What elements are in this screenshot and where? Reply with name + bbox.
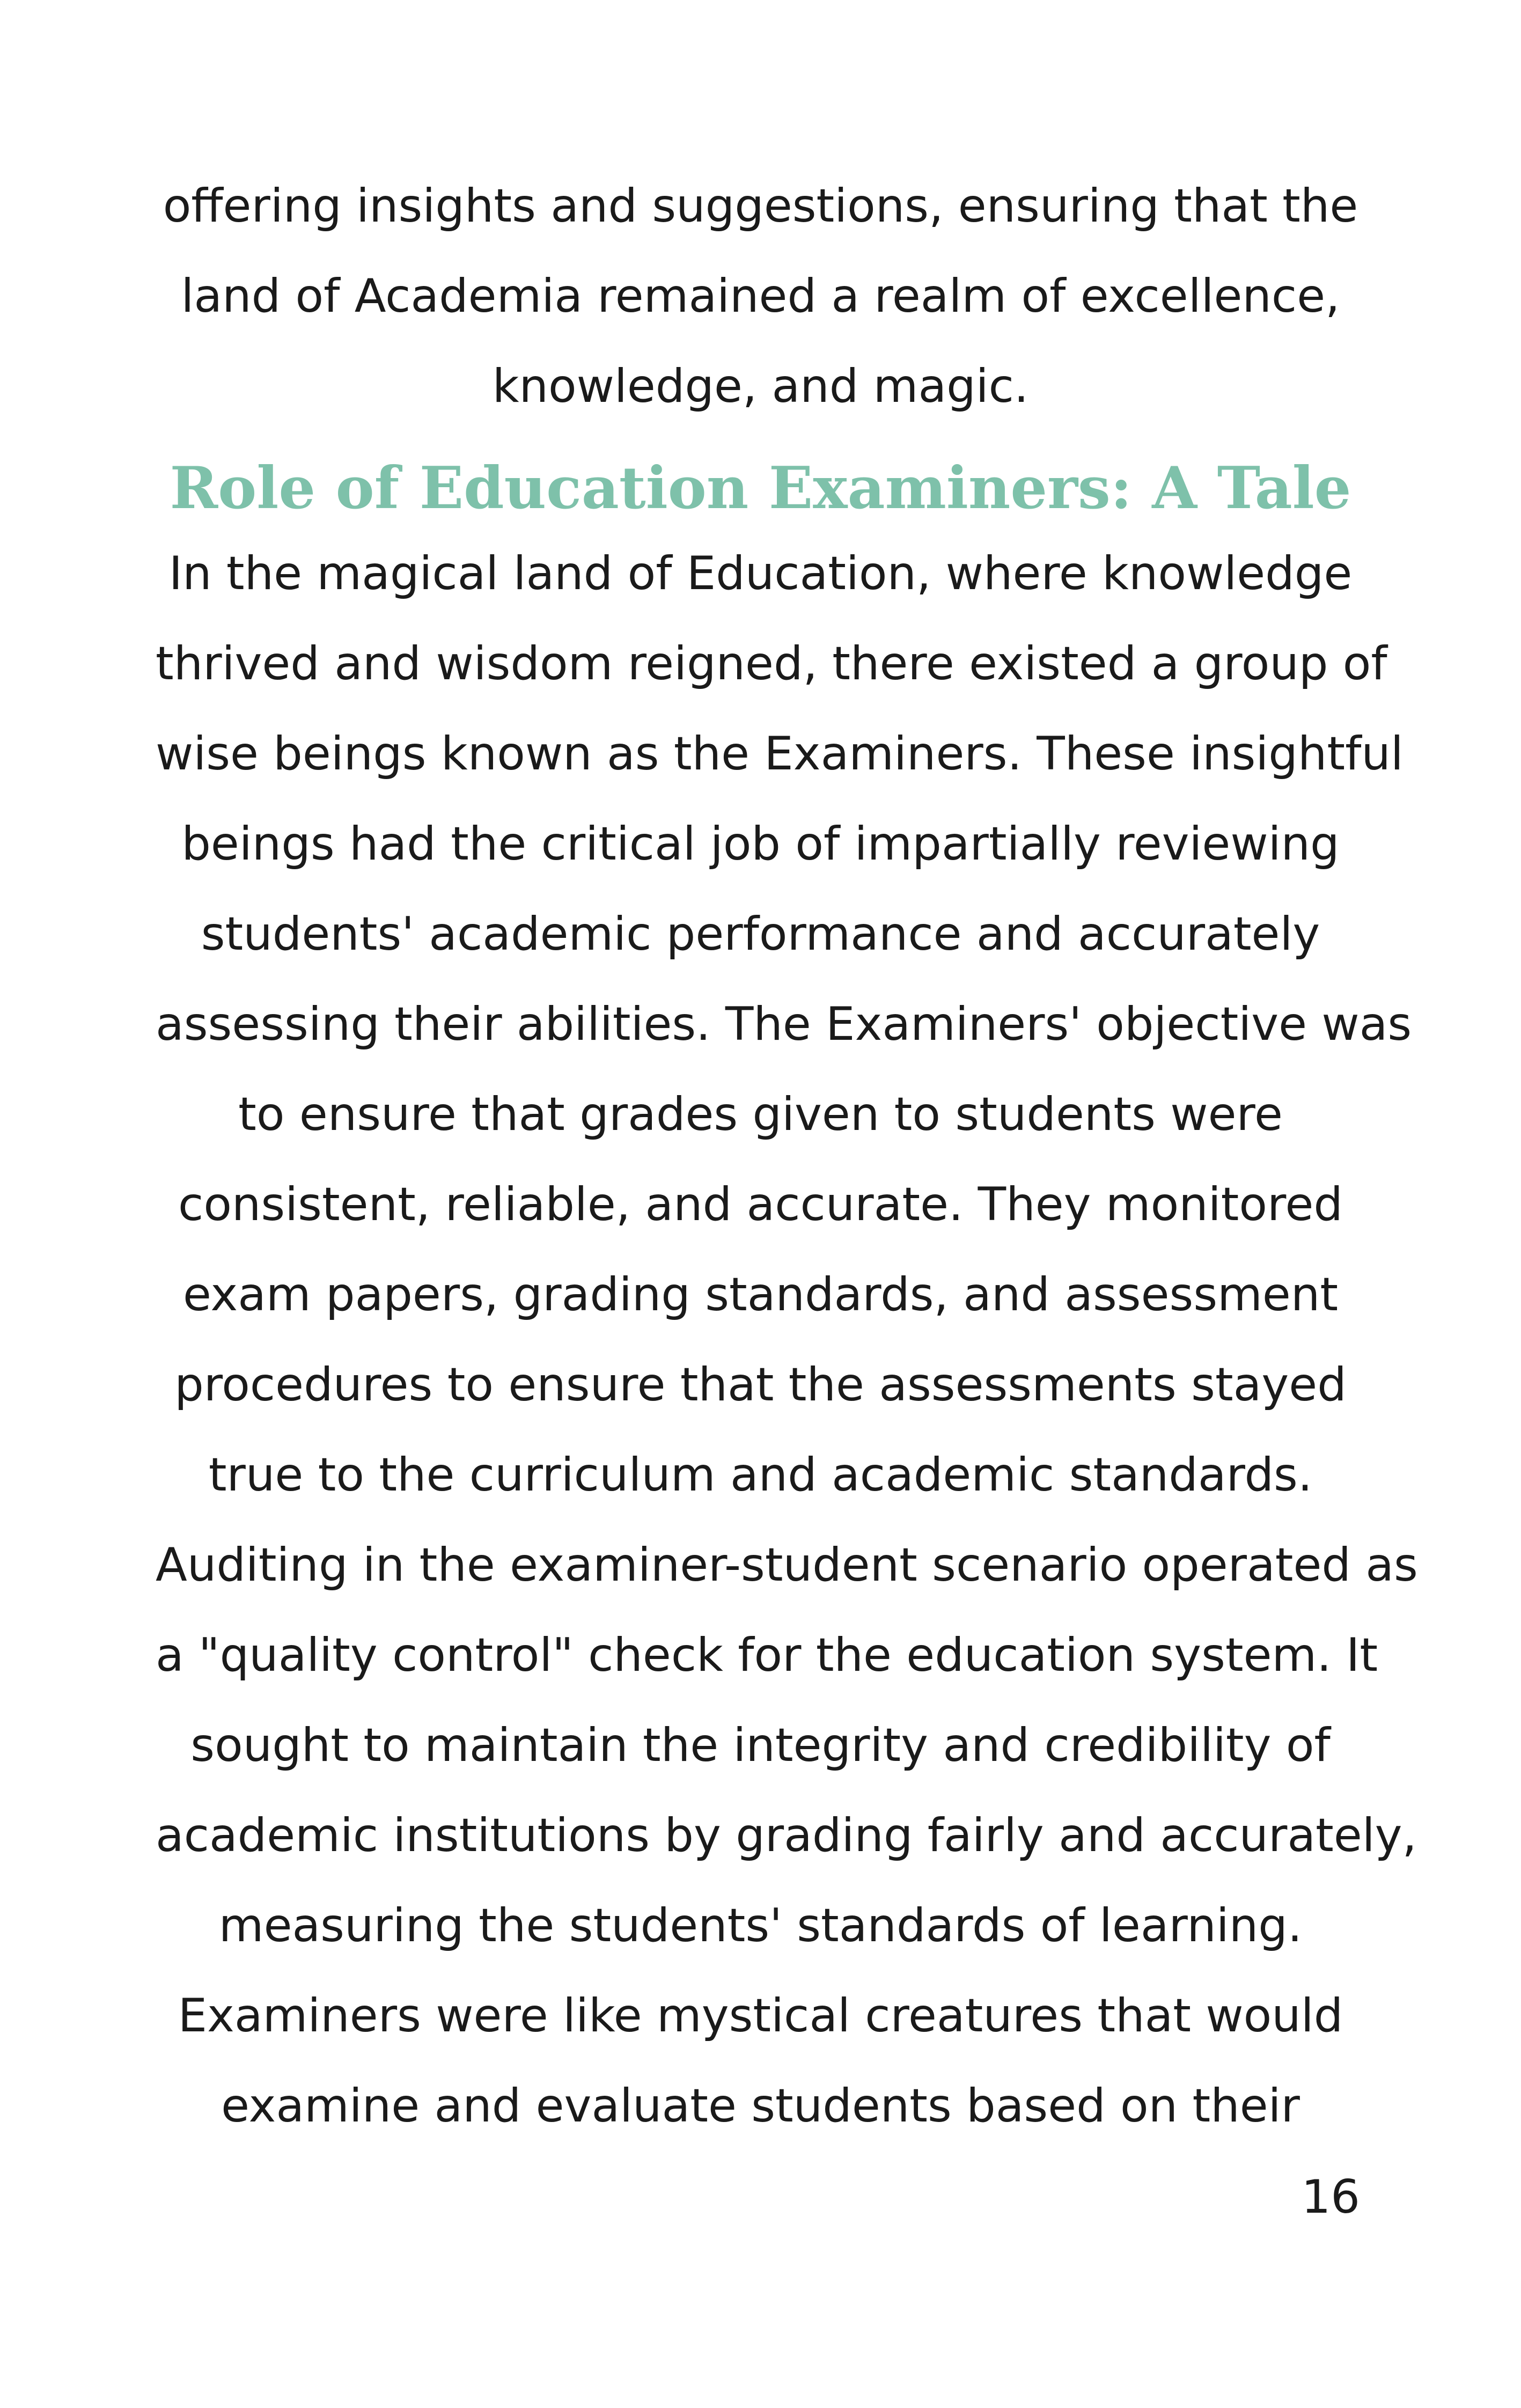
text-line: assessing their abilities. The Examiners' objective was: [156, 997, 1412, 1051]
text-line: thrived and wisdom reigned, there existed a group of: [156, 637, 1387, 691]
text-line: offering insights and suggestions, ensuring that the: [163, 179, 1358, 233]
text-line: exam papers, grading standards, and assessment: [182, 1268, 1339, 1322]
text-line: Examiners were like mystical creatures that would: [178, 1989, 1343, 2043]
text-line: measuring the students' standards of learning.: [218, 1899, 1303, 1952]
text-line: examine and evaluate students based on their: [221, 2079, 1300, 2133]
intro-paragraph: [156, 161, 1365, 431]
text-line: students' academic performance and accurately: [201, 907, 1320, 961]
text-line: true to the curriculum and academic standards.: [208, 1448, 1313, 1502]
section-heading: Role of Education Examiners: A Tale: [170, 454, 1351, 522]
text-line: wise beings known as the Examiners. These insightful: [156, 727, 1404, 781]
text-line: beings had the critical job of impartially reviewing: [181, 817, 1340, 871]
text-line: academic institutions by grading fairly and accurately,: [156, 1809, 1417, 1862]
text-line: consistent, reliable, and accurate. They monitored: [178, 1178, 1343, 1231]
text-line: land of Academia remained a realm of excellence,: [181, 269, 1340, 323]
text-line: knowledge, and magic.: [492, 359, 1029, 413]
text-line: a "quality control" check for the education system. It: [156, 1628, 1378, 1682]
text-line: Auditing in the examiner-student scenario operated as: [156, 1538, 1418, 1592]
text-line: In the magical land of Education, where knowledge: [168, 547, 1353, 600]
text-line: to ensure that grades given to students were: [238, 1088, 1283, 1141]
body-paragraph: [156, 528, 1418, 2151]
text-line: sought to maintain the integrity and credibility of: [190, 1719, 1331, 1772]
page-number: 16: [1301, 2170, 1360, 2224]
text-line: procedures to ensure that the assessments stayed: [174, 1358, 1347, 1412]
